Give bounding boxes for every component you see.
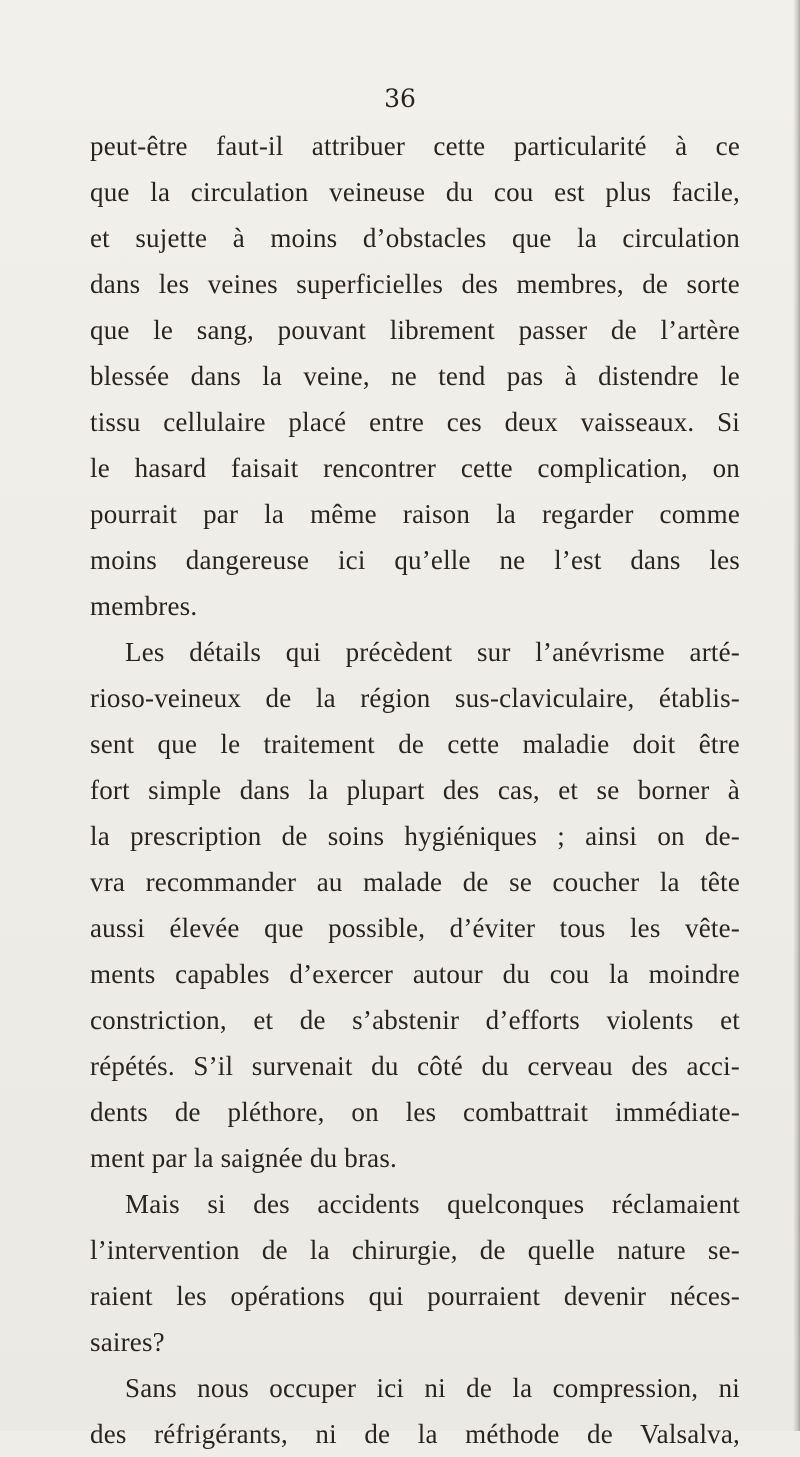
text-line: que la circulation veineuse du cou est plus facile, xyxy=(90,177,740,207)
text-line: aussi élevée que possible, d’éviter tous les vête- xyxy=(90,913,740,943)
paragraph-start-line: Les détails qui précèdent sur l’anévrisme arté- xyxy=(125,637,740,667)
paragraph-end-line: membres. xyxy=(90,591,198,621)
text-line: tissu cellulaire placé entre ces deux vaisseaux. Si xyxy=(90,407,740,437)
text-line: ments capables d’exercer autour du cou la moindre xyxy=(90,959,740,989)
text-line: rioso-veineux de la région sus-claviculaire, établis- xyxy=(90,683,740,713)
page-number: 36 xyxy=(384,84,416,113)
text-line: peut-être faut-il attribuer cette particularité à ce xyxy=(90,131,740,161)
paragraph-start-line: Mais si des accidents quelconques réclamaient xyxy=(125,1189,740,1219)
text-line: sent que le traitement de cette maladie doit être xyxy=(90,729,740,759)
text-line: des réfrigérants, ni de la méthode de Valsalva, xyxy=(90,1419,740,1449)
page-edge-shadow xyxy=(793,0,800,1431)
text-line: dans les veines superficielles des membres, de sorte xyxy=(90,269,740,299)
text-line: constriction, et de s’abstenir d’efforts violents et xyxy=(90,1005,740,1035)
text-line: raient les opérations qui pourraient devenir néces- xyxy=(90,1281,740,1311)
text-line: fort simple dans la plupart des cas, et se borner à xyxy=(90,775,740,805)
text-line: moins dangereuse ici qu’elle ne l’est dans les xyxy=(90,545,740,575)
text-line: le hasard faisait rencontrer cette complication, on xyxy=(90,453,740,483)
paragraph-end-line: saires? xyxy=(90,1327,165,1357)
text-line: blessée dans la veine, ne tend pas à distendre le xyxy=(90,361,740,391)
paragraph-end-line: ment par la saignée du bras. xyxy=(90,1143,397,1173)
text-line: et sujette à moins d’obstacles que la circulation xyxy=(90,223,740,253)
body-text xyxy=(90,123,740,1457)
text-line: que le sang, pouvant librement passer de l’artère xyxy=(90,315,740,345)
text-line: vra recommander au malade de se coucher la tête xyxy=(90,867,740,897)
text-line: répétés. S’il survenait du côté du cerveau des acci- xyxy=(90,1051,740,1081)
paragraph-start-line: Sans nous occuper ici ni de la compression, ni xyxy=(125,1373,740,1403)
text-line: dents de pléthore, on les combattrait immédiate- xyxy=(90,1097,740,1127)
text-line: pourrait par la même raison la regarder comme xyxy=(90,499,740,529)
text-line: l’intervention de la chirurgie, de quelle nature se- xyxy=(90,1235,740,1265)
text-line: la prescription de soins hygiéniques ; ainsi on de- xyxy=(90,821,740,851)
